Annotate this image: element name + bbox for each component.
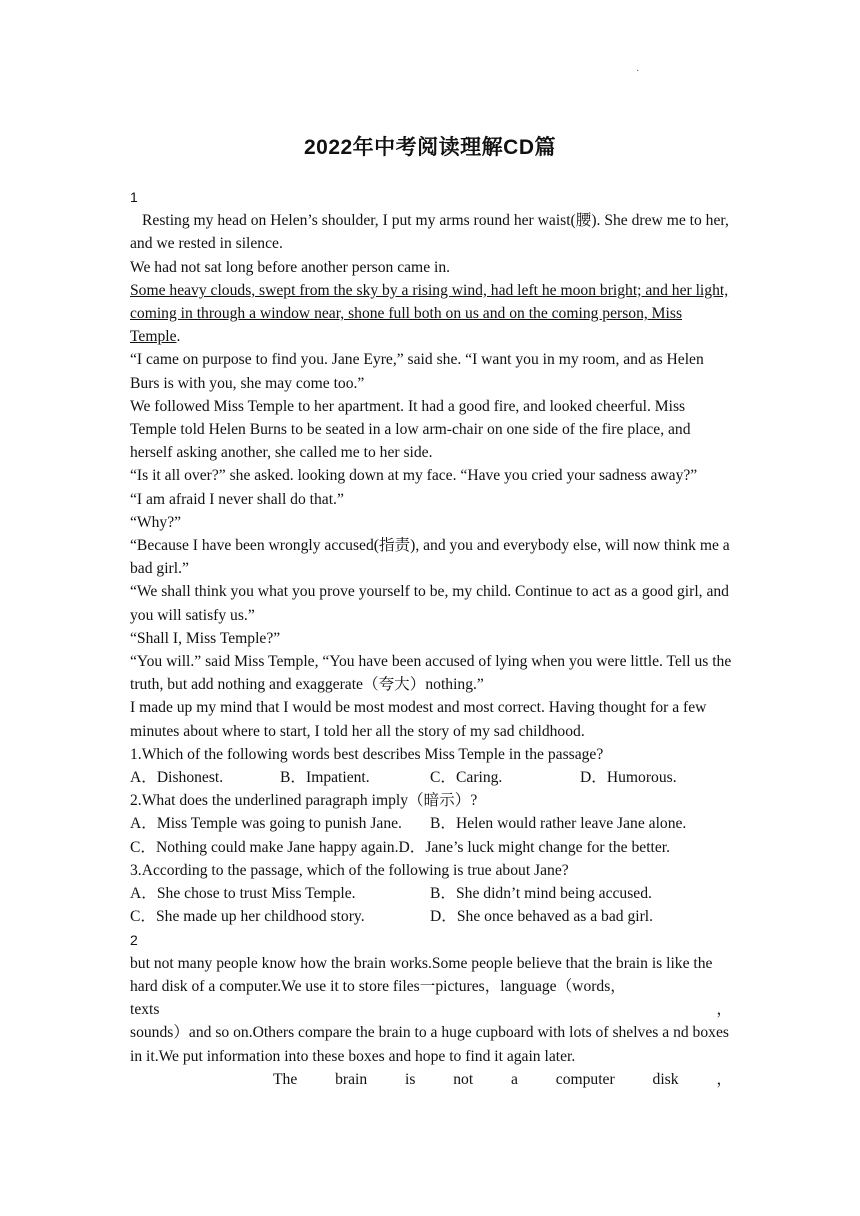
- option-d: D．Jane’s luck might change for the better.: [398, 838, 671, 856]
- word: computer: [555, 1070, 615, 1088]
- question-options: [130, 905, 732, 928]
- question-stem: 3.According to the passage, which of the following is true about Jane?: [130, 861, 569, 879]
- question-options: [130, 766, 732, 789]
- header-mark: ·: [636, 66, 640, 77]
- word: is: [404, 1070, 416, 1088]
- justified-line: [130, 1068, 732, 1091]
- paragraph: sounds）and so on.Others compare the brain to a huge cupboard with lots of shelves a nd boxes in it.We put information into these boxes and hope to find it again later.: [130, 1024, 729, 1065]
- paragraph: “Because I have been wrongly accused(指责), and you and everybody else, will now think me a bad girl.”: [130, 537, 730, 578]
- option-d: D．She once behaved as a bad girl.: [430, 908, 654, 926]
- option-a: A．Dishonest.: [130, 769, 224, 787]
- paragraph: “We shall think you what you prove yourself to be, my child. Continue to act as a good girl, and you will satisfy us.”: [130, 583, 729, 624]
- paragraph: “Why?”: [130, 513, 182, 531]
- paragraph: “I came on purpose to find you. Jane Eyre,” said she. “I want you in my room, and as Helen Burs is with you, she may come too.”: [130, 351, 704, 392]
- page-title: 2022年中考阅读理解CD篇: [303, 136, 557, 159]
- paragraph: Resting my head on Helen’s shoulder, I put my arms round her waist(腰). She drew me to her, and we rested in silence.: [130, 212, 729, 253]
- paragraph: “Shall I, Miss Temple?”: [130, 629, 281, 647]
- question-options: [130, 812, 732, 835]
- option-c: C．She made up her childhood story.: [130, 908, 365, 926]
- option-b: B．Impatient.: [280, 769, 370, 787]
- paragraph: We had not sat long before another person came in.: [130, 258, 451, 276]
- option-c: C．Caring.: [430, 769, 503, 787]
- word: The: [273, 1070, 298, 1088]
- question-options: [130, 836, 732, 859]
- paragraph-line: [130, 998, 732, 1021]
- underlined-paragraph: [130, 279, 732, 349]
- line-end: ，: [716, 1001, 732, 1019]
- line-start: texts: [130, 1001, 160, 1019]
- question-options: [130, 882, 732, 905]
- paragraph: “You will.” said Miss Temple, “You have been accused of lying when you were little. Tell us the truth, but add nothing and exaggerate（夸大）nothing.”: [130, 653, 732, 694]
- option-b: B．Helen would rather leave Jane alone.: [430, 815, 687, 833]
- option-a: A．She chose to trust Miss Temple.: [130, 885, 356, 903]
- option-c: C．Nothing could make Jane happy again.: [130, 838, 399, 856]
- word: not: [453, 1070, 474, 1088]
- paragraph: “I am afraid I never shall do that.”: [130, 490, 344, 508]
- paragraph: but not many people know how the brain works.Some people believe that the brain is like the hard disk of a computer.We use it to store files一pictures，language（words，: [130, 954, 713, 995]
- underlined-end: .: [176, 328, 181, 346]
- word: ，: [716, 1070, 732, 1088]
- paragraph: “Is it all over?” she asked. looking down at my face. “Have you cried your sadness away?”: [130, 467, 698, 485]
- paragraph: We followed Miss Temple to her apartment. It had a good fire, and looked cheerful. Miss Temple told Helen Burns to be seated in a low arm-chair on one side of the fire place, and herself asking another, she called me to her side.: [130, 397, 691, 462]
- word: disk: [652, 1070, 679, 1088]
- option-b: B．She didn’t mind being accused.: [430, 885, 652, 903]
- question-stem: 2.What does the underlined paragraph imply（暗示）?: [130, 792, 478, 810]
- underlined-text: Some heavy clouds, swept from the sky by a rising wind, had left he moon bright; and her light, coming in through a window near, shone full both on us and on the coming person, Miss Temple: [130, 281, 729, 346]
- passage-number: 2: [130, 931, 138, 948]
- question-stem: 1.Which of the following words best describes Miss Temple in the passage?: [130, 745, 604, 763]
- word: brain: [335, 1070, 368, 1088]
- passage-number: 1: [130, 189, 138, 205]
- word: a: [511, 1070, 518, 1088]
- option-a: A．Miss Temple was going to punish Jane.: [130, 815, 402, 833]
- paragraph: I made up my mind that I would be most modest and most correct. Having thought for a few minutes about where to start, I told her all the story of my sad childhood.: [130, 699, 707, 740]
- option-d: D．Humorous.: [580, 769, 677, 787]
- document-body: [130, 186, 732, 1091]
